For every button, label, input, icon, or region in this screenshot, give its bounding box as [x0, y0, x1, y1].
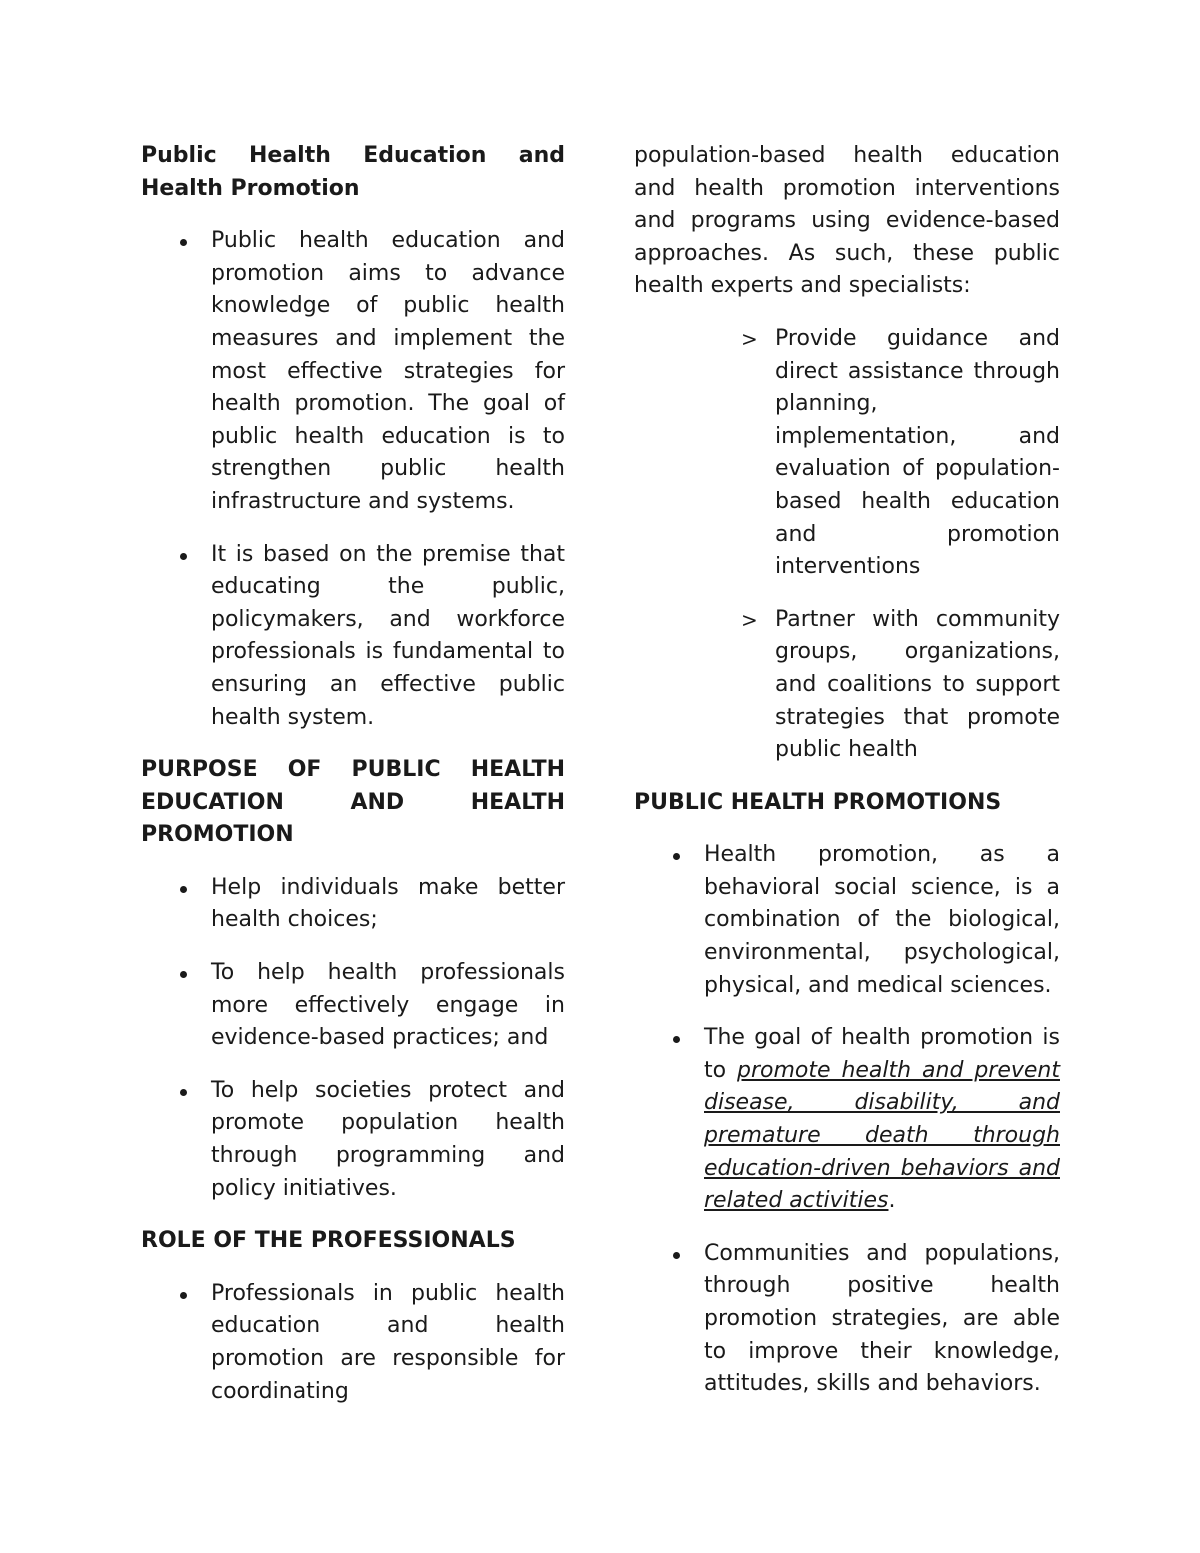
bullet-text: It is based on the premise that educating the public, policymakers, and workforce professionals is fundamental to ensuring an effective public health system.	[211, 541, 565, 730]
bullet-dot-icon	[673, 1252, 680, 1259]
bullet-dot-icon	[673, 1036, 680, 1043]
document-title: Public Health Education and Health Promotion	[141, 143, 565, 201]
purpose-heading	[141, 754, 565, 852]
list-item	[141, 957, 565, 1055]
list-item	[634, 1022, 1060, 1218]
list-item	[634, 323, 1060, 584]
right-column	[634, 140, 1060, 1421]
role-bullet-list	[141, 1278, 565, 1408]
emphasized-goal-text: promote health and prevent disease, disability, and premature death through education-driven behaviors and related activities	[704, 1057, 1060, 1214]
bullet-dot-icon	[180, 239, 187, 246]
continuation-paragraph: population-based health education and health promotion interventions and programs using evidence-based approaches. As such, these public health experts and specialists:	[634, 143, 1060, 299]
chevron-right-icon: >	[741, 326, 758, 351]
list-item	[141, 539, 565, 735]
list-item	[141, 225, 565, 518]
bullet-text: Health promotion, as a behavioral social science, is a combination of the biological, environmental, psychological, physical, and medical sciences.	[704, 842, 1060, 998]
promotions-bullet-list	[634, 839, 1060, 1401]
bullet-text-prefix: The goal of health promotion is to	[704, 1025, 1060, 1083]
bullet-dot-icon	[673, 853, 680, 860]
bullet-text-suffix: .	[888, 1188, 896, 1214]
left-column	[141, 140, 565, 1428]
bullet-text: Professionals in public health education and health promotion are responsible for coordinating	[211, 1280, 565, 1404]
chevron-right-icon: >	[741, 607, 758, 632]
list-item	[634, 839, 1060, 1002]
arrow-list	[634, 323, 1060, 767]
bullet-dot-icon	[180, 971, 187, 978]
list-item	[141, 1075, 565, 1205]
intro-bullet-list	[141, 225, 565, 734]
list-item	[141, 1278, 565, 1408]
arrow-item-text: Partner with community groups, organizations, and coalitions to support strategies that promote public health	[775, 606, 1060, 763]
bullet-text: Communities and populations, through positive health promotion strategies, are able to improve their knowledge, attitudes, skills and behaviors.	[704, 1240, 1060, 1397]
purpose-bullet-list	[141, 872, 565, 1205]
bullet-text: Public health education and promotion aims to advance knowledge of public health measures and implement the most effective strategies for health promotion. The goal of public health education is to strengthen public health infrastructure and systems.	[211, 228, 565, 514]
purpose-heading-line2: PROMOTION	[141, 822, 294, 848]
bullet-text: To help health professionals more effectively engage in evidence-based practices; and	[211, 960, 565, 1051]
bullet-dot-icon	[180, 1089, 187, 1096]
bullet-text: Help individuals make better health choices;	[211, 874, 565, 933]
list-item	[141, 872, 565, 937]
list-item	[634, 604, 1060, 767]
bullet-text: To help societies protect and promote population health through programming and policy initiatives.	[211, 1077, 565, 1201]
bullet-dot-icon	[180, 1292, 187, 1299]
list-item	[634, 1238, 1060, 1401]
purpose-heading-line1: PURPOSE OF PUBLIC HEALTH EDUCATION AND HEALTH	[141, 757, 565, 815]
role-heading: ROLE OF THE PROFESSIONALS	[141, 1228, 516, 1254]
promotions-heading: PUBLIC HEALTH PROMOTIONS	[634, 789, 1002, 815]
bullet-dot-icon	[180, 553, 187, 560]
arrow-item-text: Provide guidance and direct assistance through planning, implementation, and evaluation of population-based health education and promotion interventions	[775, 325, 1060, 580]
bullet-dot-icon	[180, 886, 187, 893]
